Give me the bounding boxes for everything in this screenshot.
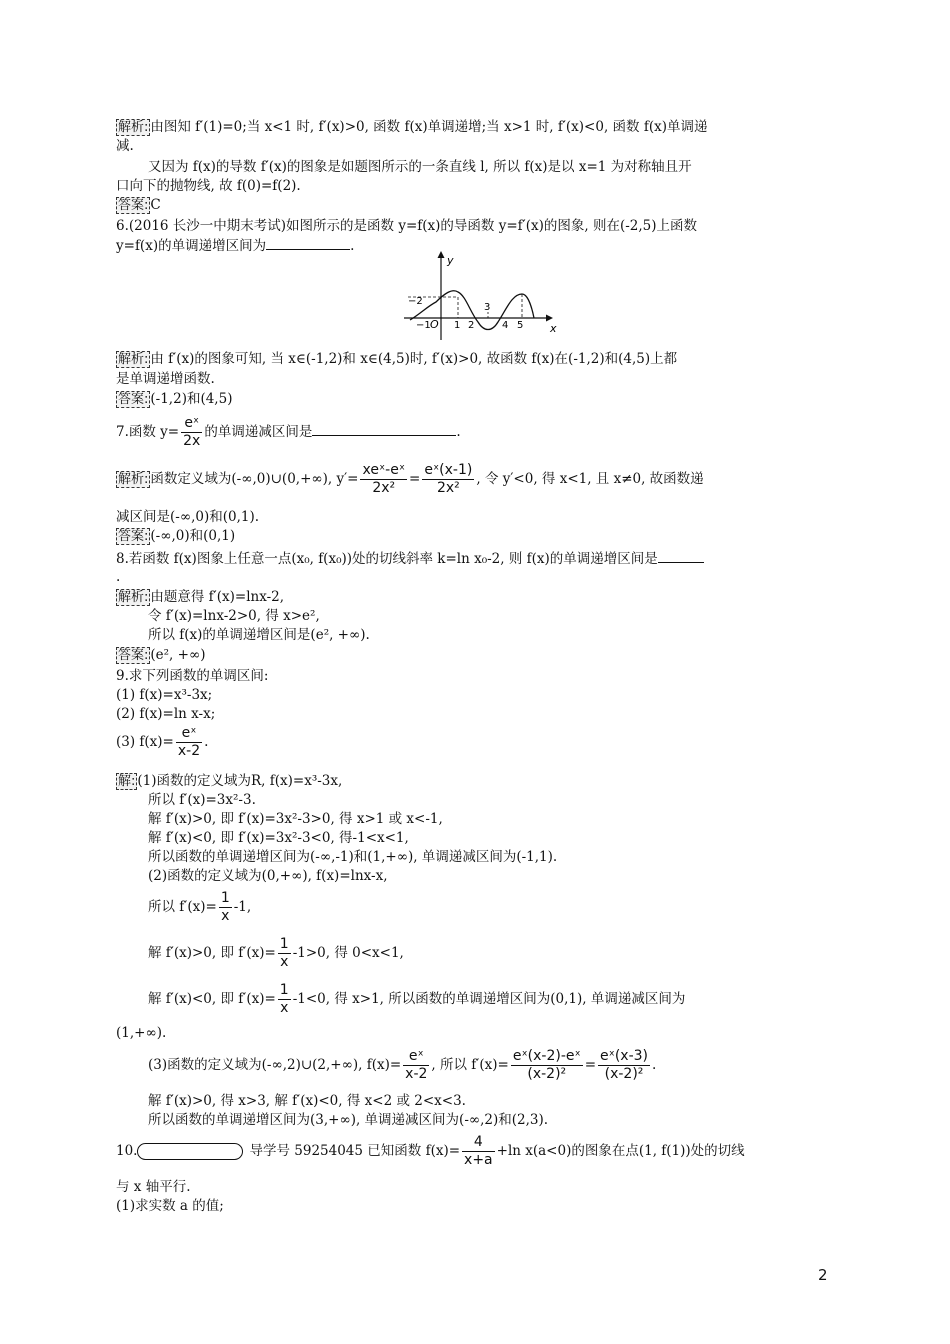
answer-tag: 答案:	[118, 392, 149, 407]
analysis-tag: 解析:	[118, 472, 149, 487]
q9-s8-pre: 解 f′(x)>0, 即 f′(x)=	[148, 945, 276, 961]
q9-p3-frac	[176, 725, 202, 760]
q5-analysis-cont: 减.	[116, 138, 134, 154]
q9-s11-pre: (3)函数的定义域为(-∞,2)∪(2,+∞), f(x)=	[148, 1057, 402, 1073]
q5-line3: 口向下的抛物线, 故 f(0)=f(2).	[116, 178, 301, 194]
q9-s8-frac	[278, 936, 291, 971]
q8-answer-line	[116, 646, 205, 665]
q10-text-pre: 导学号 59254045 已知函数 f(x)=	[249, 1143, 461, 1159]
q7-frac-num: eˣ	[181, 415, 202, 433]
frac-num: 4	[462, 1134, 495, 1152]
q7-stem-pre: 7.函数 y=	[116, 424, 180, 440]
frac-num: eˣ(x-3)	[600, 1048, 649, 1064]
q5-analysis-line	[116, 118, 707, 137]
q6-analysis1: 由 f′(x)的图象可知, 当 x∈(-1,2)和 x∈(4,5)时, f′(x)>0, 故函数 f(x)在(-1,2)和(4,5)上都	[150, 351, 678, 367]
q5-analysis: 由图知 f′(1)=0;当 x<1 时, f′(x)>0, 函数 f(x)单调递增;当 x>1 时, f′(x)<0, 函数 f(x)单调递	[150, 119, 708, 135]
q7-analysis2: 减区间是(-∞,0)和(0,1).	[116, 509, 260, 525]
tick-label-2: 2	[468, 320, 475, 331]
q8-stem-line	[116, 550, 704, 568]
q7-f2-num: eˣ(x-1)	[424, 462, 473, 478]
q9-s10: (1,+∞).	[116, 1025, 167, 1041]
q9-s7	[148, 888, 251, 926]
frac-den: x	[280, 1000, 289, 1016]
q9-stem: 9.求下列函数的单调区间:	[116, 668, 269, 684]
q9-p3-post: .	[204, 734, 209, 750]
frac-num: 1	[279, 982, 289, 998]
page-number: 2	[818, 1266, 828, 1284]
q7-stem: 7.函数 y= $\frac{\text{eˣ}}{2x}$ 的单调递减区间是 .	[116, 415, 461, 449]
frac-den: x-2	[405, 1066, 428, 1082]
q6-stem1: 6.(2016 长沙一中期末考试)如图所示的是函数 y=f(x)的导函数 y=f′(x)的图象, 则在(-2,5)上函数	[116, 218, 698, 234]
q6-answer-line	[116, 390, 232, 409]
tick-label-neg1: −1	[416, 320, 431, 331]
q6-analysis2: 是单调递增函数.	[116, 371, 215, 387]
q8-stem-dot: .	[116, 569, 121, 585]
q7-f1-num: xeˣ-eˣ	[362, 462, 406, 478]
q9-s8	[148, 934, 404, 972]
q9-p3-num: eˣ	[176, 725, 202, 743]
analysis-tag: 解析:	[118, 352, 149, 367]
q9-s11: (3)函数的定义域为(-∞,2)∪(2,+∞), f(x)= $\frac{\text{eˣ}}{x-2}$ , 所以 f′(x)= $\frac{\text{eˣ(x-2)-eˣ}}{\text{(x-2)²}}$ = $\frac{\text{eˣ(x-3)}}{\text{(x-2)²}}$ .	[148, 1048, 657, 1082]
q9-s11-frac1	[403, 1048, 429, 1083]
q9-p3-den: x-2	[177, 743, 201, 759]
q8-a1: 由题意得 f′(x)=lnx-2,	[150, 589, 285, 605]
q8-answer: (e², +∞)	[150, 647, 206, 663]
q9-p3-pre: (3) f(x)=	[116, 734, 174, 750]
answer-blank	[266, 237, 350, 250]
tick-label-4: 4	[502, 320, 509, 331]
q10-num: 10.	[116, 1143, 138, 1159]
q9-s1: (1)函数的定义域为R, f(x)=x³-3x,	[137, 773, 343, 789]
q8-stem: 8.若函数 f(x)图象上任意一点(x₀, f(x₀))处的切线斜率 k=ln x₀-2, 则 f(x)的单调递增区间是	[116, 551, 658, 567]
q9-s11-mid: , 所以 f′(x)=	[431, 1057, 509, 1073]
q7-answer-line	[116, 527, 235, 546]
frac-num: eˣ(x-2)-eˣ	[512, 1048, 581, 1064]
q5-line2: 又因为 f(x)的导数 f′(x)的图象是如题图所示的一条直线 l, 所以 f(x)是以 x=1 为对称轴且开	[148, 159, 692, 175]
answer-tag: 答案:	[118, 198, 149, 213]
q8-a2: 令 f′(x)=lnx-2>0, 得 x>e²,	[148, 608, 320, 624]
analysis-tag: 解析:	[118, 120, 149, 135]
q8-a3: 所以 f(x)的单调递增区间是(e², +∞).	[148, 627, 370, 643]
q6-stem2: y=f(x)的单调递增区间为	[116, 238, 267, 254]
frac-den: (x-2)²	[604, 1066, 644, 1082]
q6-stem2-line: y=f(x)的单调递增区间为 .	[116, 238, 355, 254]
q9-p3	[116, 724, 208, 760]
analysis-tag: 解析:	[118, 590, 149, 605]
q7-an-pre: 函数定义域为(-∞,0)∪(0,+∞), y′=	[150, 471, 359, 487]
q7-stem-post: 的单调递减区间是	[204, 424, 313, 440]
q9-s7-post: -1,	[233, 899, 252, 915]
q10-line3: (1)求实数 a 的值;	[116, 1198, 224, 1214]
frac-den: x	[280, 954, 289, 970]
q9-s12: 解 f′(x)>0, 得 x>3, 解 f′(x)<0, 得 x<2 或 2<x<3.	[148, 1093, 466, 1109]
q9-s11-frac3	[598, 1048, 650, 1083]
y-label: y	[447, 254, 454, 267]
q10-line2: 与 x 轴平行.	[116, 1179, 191, 1195]
q7-eq: =	[409, 471, 421, 487]
q9-s2: 所以 f′(x)=3x²-3.	[148, 792, 256, 808]
q9-s6: (2)函数的定义域为(0,+∞), f(x)=lnx-x,	[148, 868, 388, 884]
q9-s7-frac	[219, 890, 232, 925]
q9-s9	[148, 980, 685, 1018]
tick-label-neg2: −2	[408, 296, 423, 307]
origin-label: O	[430, 318, 439, 331]
q9-s8-post: -1>0, 得 0<x<1,	[292, 945, 404, 961]
q6-analysis-line	[116, 350, 677, 369]
answer-tag: 答案:	[118, 529, 149, 544]
q9-solution-line	[116, 772, 342, 791]
answer-blank	[658, 550, 704, 563]
frac-den: x+a	[464, 1152, 493, 1168]
q7-f1-den: 2x²	[372, 480, 396, 496]
q7-fraction	[181, 415, 202, 450]
q7-answer: (-∞,0)和(0,1)	[150, 528, 236, 544]
q9-s5: 所以函数的单调递增区间为(-∞,-1)和(1,+∞), 单调递减区间为(-1,1).	[148, 849, 558, 865]
q9-s11-post: .	[652, 1057, 657, 1073]
q5-answer: C	[150, 197, 161, 213]
q8-analysis-line	[116, 588, 284, 607]
q10-frac	[462, 1134, 495, 1169]
solution-tag: 解:	[118, 774, 136, 789]
q9-s9-pre: 解 f′(x)<0, 即 f′(x)=	[148, 991, 276, 1007]
q6-answer: (-1,2)和(4,5)	[150, 391, 233, 407]
q7-frac2	[422, 462, 474, 497]
tick-label-5: 5	[517, 320, 524, 331]
q9-s9-post: -1<0, 得 x>1, 所以函数的单调递增区间为(0,1), 单调递减区间为	[292, 991, 686, 1007]
q9-p2: (2) f(x)=ln x-x;	[116, 706, 216, 722]
q5-answer-line	[116, 196, 161, 215]
frac-den: (x-2)²	[527, 1066, 567, 1082]
q7-an-post: , 令 y′<0, 得 x<1, 且 x≠0, 故函数递	[476, 471, 704, 487]
q9-s9-frac	[278, 982, 291, 1017]
q9-s3: 解 f′(x)>0, 即 f′(x)=3x²-3>0, 得 x>1 或 x<-1,	[148, 811, 443, 827]
frac-num: eˣ	[403, 1048, 429, 1066]
frac-num: 1	[220, 890, 230, 906]
derivative-graph	[398, 250, 558, 345]
q7-analysis-line	[116, 460, 704, 499]
q10-stem	[116, 1132, 745, 1170]
tick-label-1: 1	[454, 320, 461, 331]
q7-frac-den: 2x	[183, 433, 201, 449]
tick-label-3: 3	[484, 302, 491, 313]
frac-num: 1	[279, 936, 289, 952]
q9-s11-frac2	[511, 1048, 583, 1083]
guide-label-box	[137, 1143, 243, 1160]
frac-den: x	[221, 908, 230, 924]
q9-s7-pre: 所以 f′(x)=	[148, 899, 217, 915]
q9-s4: 解 f′(x)<0, 即 f′(x)=3x²-3<0, 得-1<x<1,	[148, 830, 409, 846]
q9-p1: (1) f(x)=x³-3x;	[116, 687, 213, 703]
q10-text-post: +ln x(a<0)的图象在点(1, f(1))处的切线	[496, 1143, 745, 1159]
q7-f2-den: 2x²	[436, 480, 460, 496]
x-label: x	[550, 322, 557, 335]
answer-tag: 答案:	[118, 648, 149, 663]
q7-frac1	[360, 462, 407, 497]
x-axis-arrow	[546, 315, 553, 322]
y-axis-arrow	[438, 251, 445, 258]
q9-s13: 所以函数的单调递增区间为(3,+∞), 单调递减区间为(-∞,2)和(2,3).	[148, 1112, 549, 1128]
answer-blank	[312, 423, 456, 436]
